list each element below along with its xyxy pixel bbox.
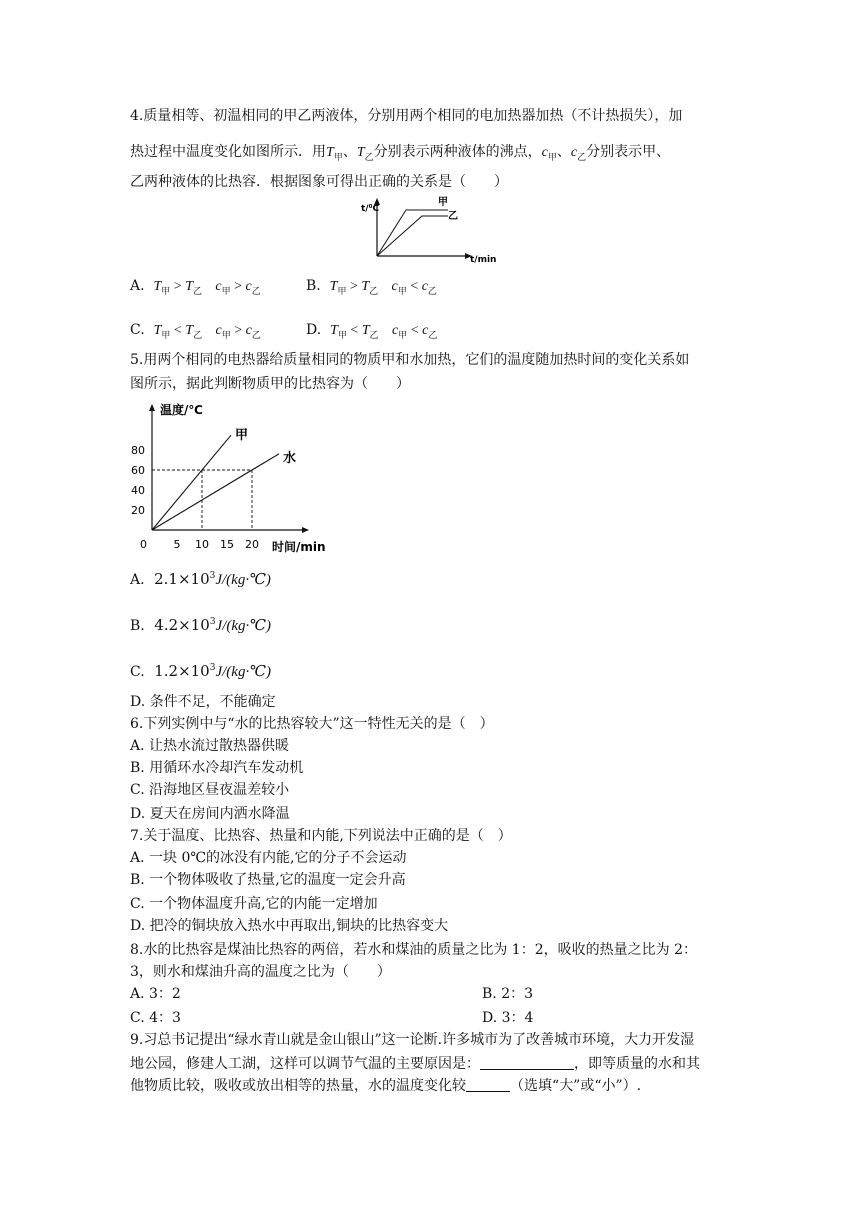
q5-y-tick-80: 80 bbox=[131, 444, 145, 457]
q5-temperature-chart bbox=[128, 398, 338, 556]
q4-temperature-figure bbox=[360, 194, 500, 266]
q8-option-b[interactable]: B. 2：3 bbox=[482, 986, 534, 1002]
q5-line-2: 图所示，据此判断物质甲的比热容为（ ） bbox=[130, 376, 410, 392]
q5-x-tick-15: 15 bbox=[220, 538, 234, 551]
q4-line-2: 热过程中温度变化如图所示．用$T_甲$、$T_乙$分别表示两种液体的沸点，$c_甲$、$c_乙$分别表示甲、 bbox=[130, 144, 671, 162]
q7-option-d[interactable]: D. 把冷的铜块放入热水中再取出,铜块的比热容变大 bbox=[130, 918, 449, 934]
q5-x-arrow bbox=[302, 527, 309, 533]
q4-line-jia bbox=[377, 210, 448, 256]
q6-option-c[interactable]: C. 沿海地区昼夜温差较小 bbox=[130, 782, 290, 798]
q6-option-d[interactable]: D. 夏天在房间内洒水降温 bbox=[130, 806, 290, 822]
q5-option-a[interactable]: A. $2.1\times 10^3J/(kg\cdot℃)$ bbox=[130, 570, 271, 588]
q5-series-line-0 bbox=[152, 435, 231, 530]
q5-x-tick-5: 5 bbox=[173, 538, 181, 551]
q5-series-label-1: 水 bbox=[283, 450, 297, 466]
q8-line-1: 8.水的比热容是煤油比热容的两倍，若水和煤油的质量之比为 1：2，吸收的热量之比为 2： bbox=[130, 942, 697, 958]
q7-stem: 7.关于温度、比热容、热量和内能,下列说法中正确的是（ ） bbox=[130, 828, 512, 844]
q4-option-d[interactable]: D. $T_甲 < T_乙$ $c_甲 < c_乙$ bbox=[306, 322, 438, 340]
q5-y-tick-40: 40 bbox=[131, 484, 145, 497]
q5-option-b[interactable]: B. $4.2\times 10^3J/(kg\cdot℃)$ bbox=[130, 616, 272, 634]
q7-option-c[interactable]: C. 一个物体温度升高,它的内能一定增加 bbox=[130, 896, 378, 912]
q4-line-3: 乙两种液体的比热容．根据图象可得出正确的关系是（ ） bbox=[130, 174, 508, 190]
q7-option-b[interactable]: B. 一个物体吸收了热量,它的温度一定会升高 bbox=[130, 872, 406, 888]
q9-blank-2[interactable] bbox=[466, 1077, 510, 1092]
q7-option-a[interactable]: A. 一块 0℃的冰没有内能,它的分子不会运动 bbox=[130, 850, 407, 866]
q9-line-1: 9.习总书记提出“绿水青山就是金山银山”这一论断.许多城市为了改善城市环境，大力开发湿 bbox=[130, 1032, 695, 1048]
q5-x-label: 时间/min bbox=[272, 540, 326, 554]
q5-option-d[interactable]: D. 条件不足，不能确定 bbox=[130, 694, 276, 710]
q6-option-a[interactable]: A. 让热水流过散热器供暖 bbox=[130, 738, 290, 754]
q4-option-a[interactable]: A. $T_甲 > T_乙$ $c_甲 > c_乙$ bbox=[130, 278, 261, 296]
q4-option-b[interactable]: B. $T_甲 > T_乙$ $c_甲 < c_乙$ bbox=[306, 278, 437, 296]
q9-line-2: 地公园，修建人工湖，这样可以调节气温的主要原因是： ，即等质量的水和其 bbox=[130, 1056, 700, 1072]
q4-y-label: t/⁰C bbox=[361, 204, 380, 214]
q8-option-c[interactable]: C. 4：3 bbox=[130, 1010, 181, 1026]
q5-y-arrow bbox=[149, 404, 155, 411]
q4-line-yi bbox=[377, 216, 448, 256]
q5-y-tick-20: 20 bbox=[131, 504, 145, 517]
q5-option-c[interactable]: C. $1.2\times 10^3J/(kg\cdot℃)$ bbox=[130, 662, 271, 680]
q4-label-jia: 甲 bbox=[438, 197, 448, 208]
q5-y-label: 温度/℃ bbox=[160, 403, 203, 417]
q9-line-3: 他物质比较，吸收或放出相等的热量，水的温度变化较 （选填“大”或“小”）. bbox=[130, 1078, 642, 1094]
q9-blank-1[interactable] bbox=[480, 1055, 574, 1070]
q8-option-d[interactable]: D. 3：4 bbox=[482, 1010, 534, 1026]
q5-series-line-1 bbox=[152, 454, 279, 530]
q4-label-yi: 乙 bbox=[448, 211, 458, 222]
q8-option-a[interactable]: A. 3：2 bbox=[130, 986, 181, 1002]
q5-line-1: 5.用两个相同的电热器给质量相同的物质甲和水加热，它们的温度随加热时间的变化关系如 bbox=[130, 352, 690, 368]
q4-line-1: 4.质量相等、初温相同的甲乙两液体，分别用两个相同的电加热器加热（不计热损失），加 bbox=[130, 108, 683, 124]
q4-option-c[interactable]: C. $T_甲 < T_乙$ $c_甲 > c_乙$ bbox=[130, 322, 261, 340]
q6-option-b[interactable]: B. 用循环水冷却汽车发动机 bbox=[130, 760, 304, 776]
q4-x-label: t/min bbox=[470, 255, 497, 265]
q6-stem: 6.下列实例中与“水的比热容较大”这一特性无关的是（ ） bbox=[130, 716, 494, 732]
q5-x-tick-10: 10 bbox=[195, 538, 209, 551]
q5-y-tick-60: 60 bbox=[131, 464, 145, 477]
q5-origin-label: 0 bbox=[140, 538, 147, 551]
q8-line-2: 3，则水和煤油升高的温度之比为（ ） bbox=[130, 964, 391, 980]
q5-series-label-0: 甲 bbox=[235, 428, 249, 444]
q5-x-tick-20: 20 bbox=[245, 538, 259, 551]
